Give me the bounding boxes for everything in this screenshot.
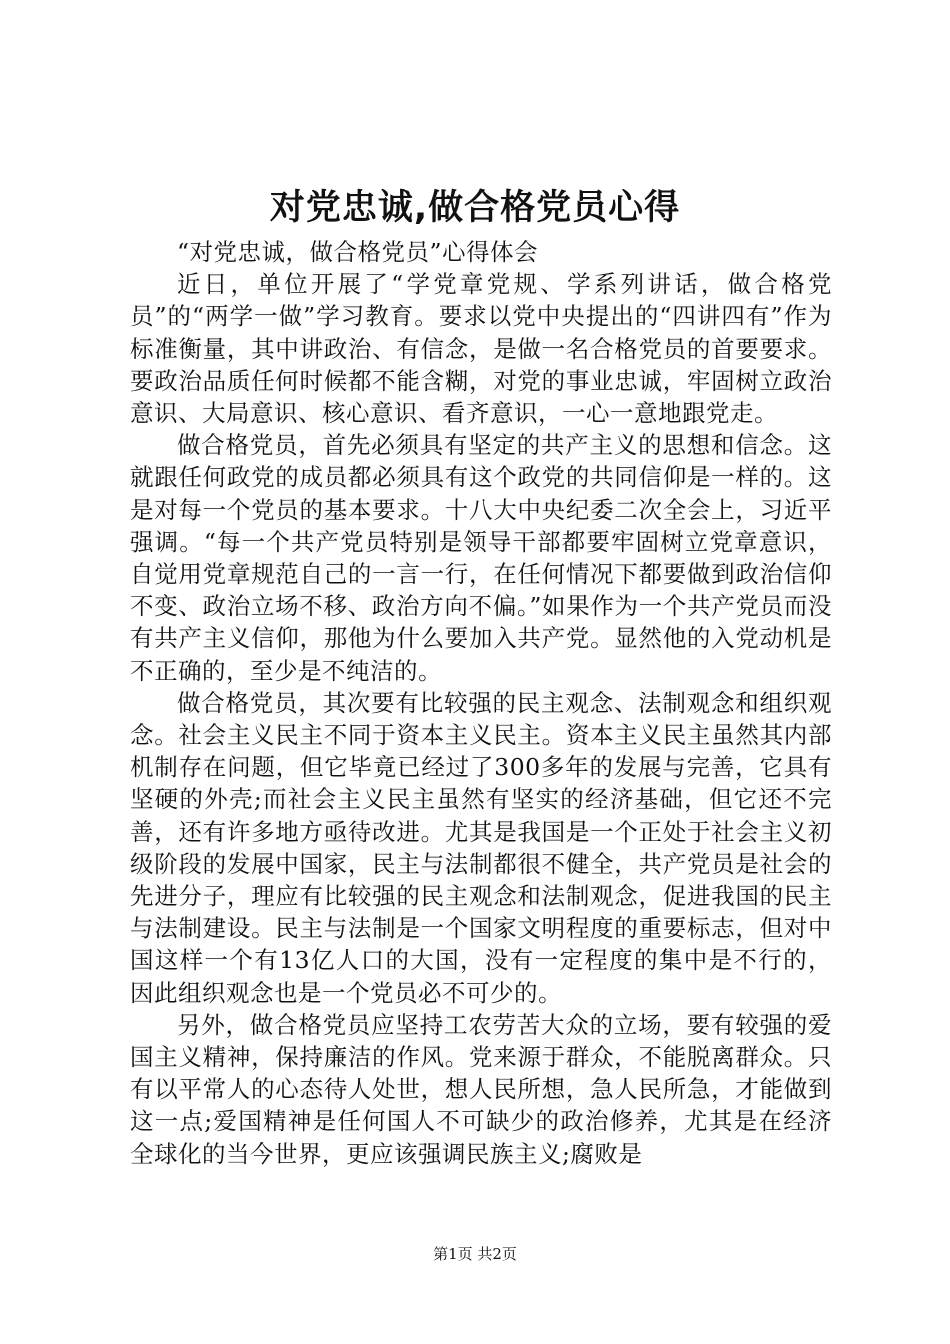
paragraph-first-point: 做合格党员，首先必须具有坚定的共产主义的思想和信念。这就跟任何政党的成员都必须具有这个政党的共同信仰是一样的。这是对每一个党员的基本要求。十八大中央纪委二次全会上，习近平强调。“每一个共产党员特别是领导干部都要牢固树立党章意识，自觉用党章规范自己的一言一行，在任何情况下都要做到政治信仰不变、政治立场不移、政治方向不偏。”如果作为一个共产党员而没有共产主义信仰，那他为什么要加入共产党。显然他的入党动机是不正确的，至少是不纯洁的。 (130, 431, 832, 685)
page-number-footer: 第1页 共2页 (433, 1245, 517, 1263)
paragraph-third-point: 另外，做合格党员应坚持工农劳苦大众的立场，要有较强的爱国主义精神，保持廉洁的作风。党来源于群众，不能脱离群众。只有以平常人的心态待人处世，想人民所想，急人民所急，才能做到这一点;爱国精神是任何国人不可缺少的政治修养，尤其是在经济全球化的当今世界，更应该强调民族主义;腐败是 (130, 1010, 832, 1168)
document-body (130, 236, 832, 1170)
document-title: 对党忠诚,做合格党员心得 (269, 188, 681, 228)
paragraph-subtitle: “对党忠诚，做合格党员”心得体会 (177, 238, 539, 266)
paragraph-second-point: 做合格党员，其次要有比较强的民主观念、法制观念和组织观念。社会主义民主不同于资本主义民主。资本主义民主虽然其内部机制存在问题，但它毕竟已经过了300多年的发展与完善，它具有坚硬的外壳;而社会主义民主虽然有坚实的经济基础，但它还不完善，还有许多地方亟待改进。尤其是我国是一个正处于社会主义初级阶段的发展中国家，民主与法制都很不健全，共产党员是社会的先进分子，理应有比较强的民主观念和法制观念，促进我国的民主与法制建设。民主与法制是一个国家文明程度的重要标志，但对中国这样一个有13亿人口的大国，没有一定程度的集中是不行的，因此组织观念也是一个党员必不可少的。 (130, 688, 832, 1007)
paragraph-intro: 近日，单位开展了“学党章党规、学系列讲话，做合格党员”的“两学一做”学习教育。要求以党中央提出的“四讲四有”作为标准衡量，其中讲政治、有信念，是做一名合格党员的首要要求。要政治品质任何时候都不能含糊，对党的事业忠诚，牢固树立政治意识、大局意识、核心意识、看齐意识，一心一意地跟党走。 (130, 270, 832, 428)
